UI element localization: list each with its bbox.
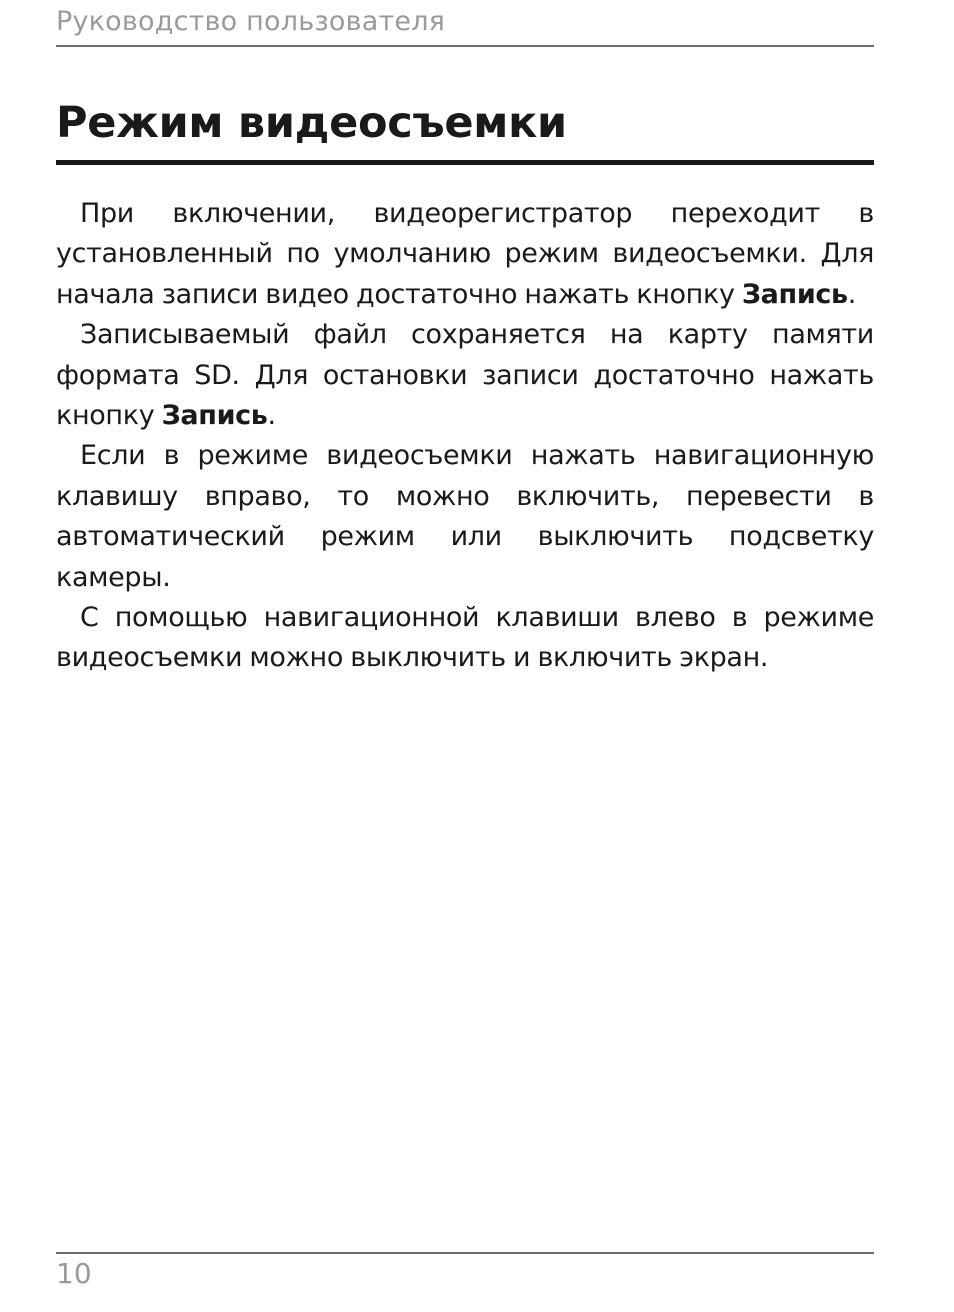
page-title: Режим видеосъемки (56, 98, 567, 148)
paragraph-2 (56, 315, 874, 436)
record-button-term: Запись (741, 278, 848, 310)
paragraph-3: Если в режиме видеосъемки нажать навигационную клавишу вправо, то можно включить, перевести в автоматический режим или выключить подсветку камеры. (56, 440, 874, 593)
record-button-term: Запись (161, 400, 268, 432)
paragraph-2-text: Записываемый файл сохраняется на карту памяти формата SD. Для остановки записи достаточно нажать кнопку (56, 319, 874, 432)
running-header: Руководство пользователя (56, 6, 446, 37)
page-number: 10 (56, 1257, 92, 1290)
footer-divider (56, 1252, 874, 1254)
header-divider (56, 45, 874, 47)
paragraph-2-end: . (267, 400, 276, 432)
paragraph-4: С помощью навигационной клавиши влево в режиме видеосъемки можно выключить и включить экран. (56, 602, 874, 674)
body-text (56, 194, 874, 679)
paragraph-1-end: . (847, 278, 856, 310)
paragraph-1 (56, 194, 874, 315)
paragraph-1-text: При включении, видеорегистратор переходит в установленный по умолчанию режим видеосъемки. Для начала записи видео достаточно нажать кнопку (56, 198, 874, 310)
title-divider (56, 160, 874, 165)
